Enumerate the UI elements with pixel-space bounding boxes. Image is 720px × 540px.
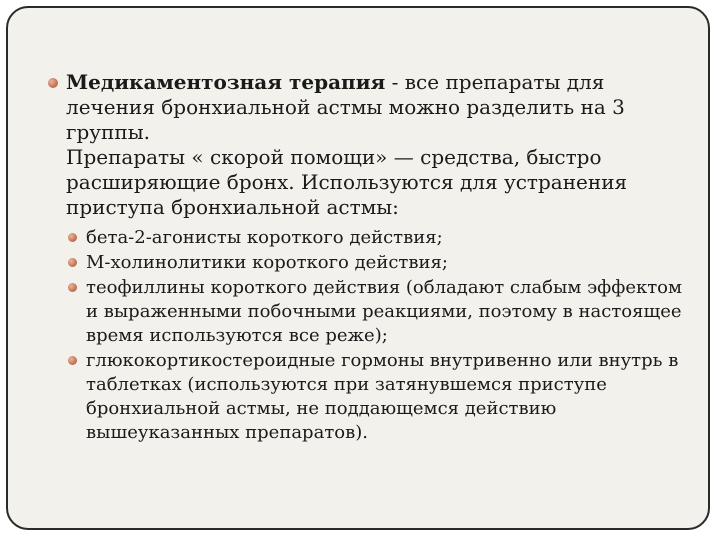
sub-list-item (66, 276, 698, 348)
sub-list-item (66, 349, 698, 445)
sub-list-item (66, 251, 698, 275)
sub-item-text: теофиллины короткого действия (обладают слабым эффектом и выраженными побочными реакциями, поэтому в настоящее время используются все реже); (86, 277, 683, 346)
bullet-icon (68, 258, 77, 267)
sub-list-item (66, 226, 698, 250)
sub-item-text: М-холинолитики короткого действия; (86, 252, 448, 273)
term-heading: Медикаментозная терапия (66, 70, 386, 94)
sub-list (66, 226, 698, 445)
paragraph-text: Препараты « скорой помощи» — средства, быстро расширяющие бронх. Используются для устранения приступа бронхиальной астмы: (66, 145, 628, 219)
intro-text: - все препараты для лечения бронхиальной астмы можно разделить на 3 группы. (66, 70, 625, 144)
slide-content (48, 70, 698, 446)
bullet-icon (68, 233, 77, 242)
bullet-icon (48, 78, 58, 88)
sub-item-text: бета-2-агонисты короткого действия; (86, 227, 443, 248)
bullet-icon (68, 356, 77, 365)
sub-item-text: глюкокортикостероидные гормоны внутривенно или внутрь в таблетках (используются при затянувшемся приступе бронхиальной астмы, не поддающемся действию вышеуказанных препаратов). (86, 350, 679, 443)
bullet-icon (68, 283, 77, 292)
main-bullet-item (48, 70, 698, 445)
